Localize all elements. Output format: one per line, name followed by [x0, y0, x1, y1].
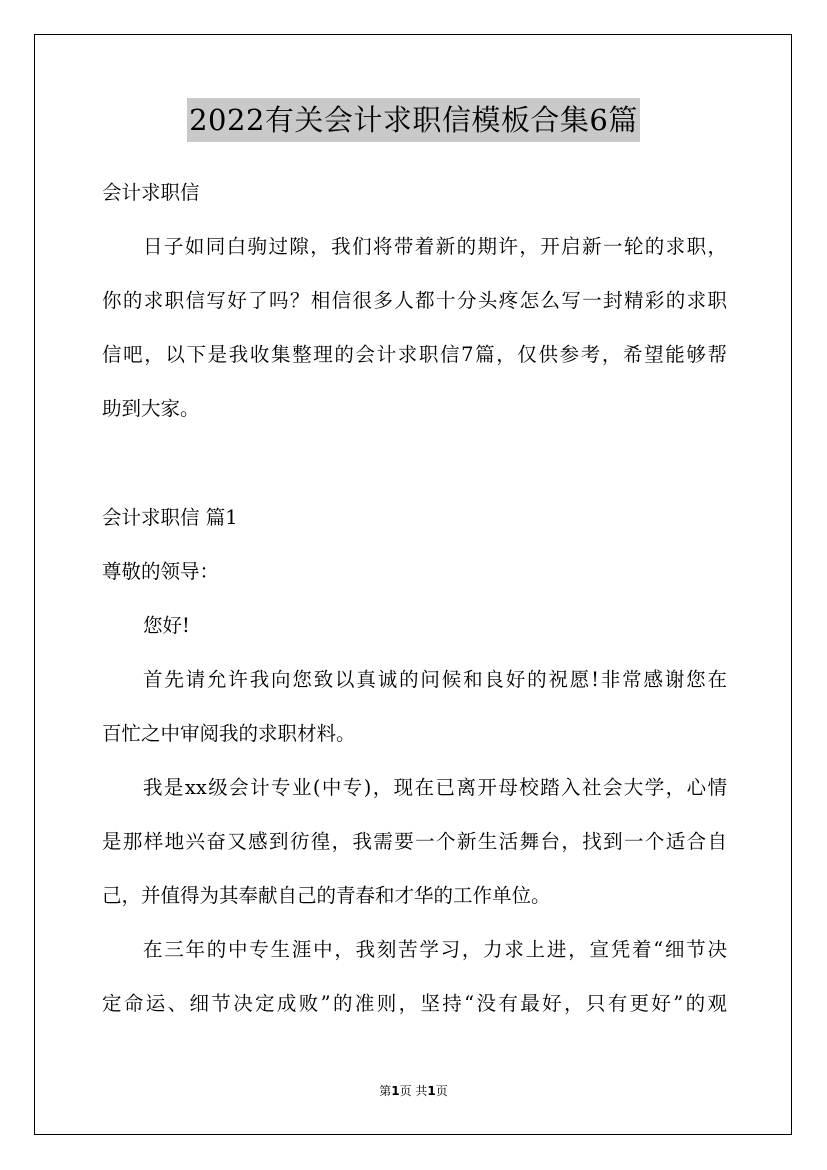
- page-current: 1: [391, 1084, 400, 1098]
- page-footer: [0, 1083, 827, 1099]
- page-total: 1: [427, 1084, 436, 1098]
- paragraph-line: 是那样地兴奋又感到彷徨，我需要一个新生活舞台，找到一个适合自: [102, 830, 727, 853]
- greeting: 您好!: [143, 614, 190, 637]
- paragraph-line: 助到大家。: [102, 397, 200, 420]
- salutation: 尊敬的领导：: [102, 560, 220, 583]
- page-suffix: 页: [435, 1084, 448, 1098]
- paragraph-line: 定命运、细节决定成败”的准则，坚持“没有最好，只有更好”的观: [102, 992, 727, 1015]
- paragraph-line: 信吧，以下是我收集整理的会计求职信7篇，仅供参考，希望能够帮: [102, 343, 727, 366]
- paragraph-line: 日子如同白驹过隙，我们将带着新的期许，开启新一轮的求职，: [143, 235, 727, 258]
- page-mid: 页 共: [399, 1084, 428, 1098]
- paragraph-line: 我是xx级会计专业(中专)，现在已离开母校踏入社会大学，心情: [143, 776, 727, 799]
- letter-heading: 会计求职信 篇1: [102, 506, 238, 529]
- section-heading: 会计求职信: [102, 181, 200, 204]
- paragraph-line: 你的求职信写好了吗？相信很多人都十分头疼怎么写一封精彩的求职: [102, 289, 727, 312]
- paragraph-line: 在三年的中专生涯中，我刻苦学习，力求上进，宣凭着“细节决: [143, 938, 727, 961]
- title-container: [0, 98, 827, 142]
- document-title: 2022有关会计求职信模板合集6篇: [187, 98, 640, 142]
- paragraph-line: 己，并值得为其奉献自己的青春和才华的工作单位。: [102, 884, 551, 907]
- page-prefix: 第: [379, 1084, 392, 1098]
- paragraph-line: 百忙之中审阅我的求职材料。: [102, 722, 356, 745]
- paragraph-line: 首先请允许我向您致以真诚的问候和良好的祝愿!非常感谢您在: [143, 668, 727, 691]
